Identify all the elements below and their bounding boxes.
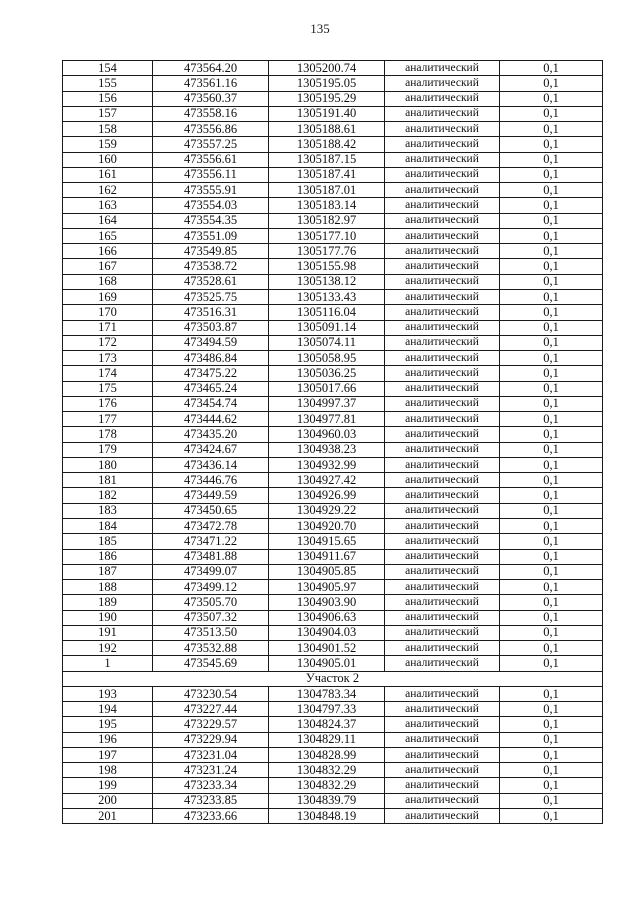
- point-number-cell: 176: [63, 396, 153, 411]
- accuracy-cell: 0,1: [500, 793, 603, 808]
- x-coordinate-cell: 473229.94: [153, 732, 269, 747]
- method-cell: аналитический: [385, 366, 500, 381]
- section-row: [63, 671, 603, 686]
- x-coordinate-cell: 473475.22: [153, 366, 269, 381]
- y-coordinate-cell: 1304915.65: [269, 534, 385, 549]
- point-number-cell: 192: [63, 641, 153, 656]
- point-number-cell: 182: [63, 488, 153, 503]
- table-row: [63, 778, 603, 793]
- y-coordinate-cell: 1305187.15: [269, 152, 385, 167]
- point-number-cell: 193: [63, 686, 153, 701]
- method-cell: аналитический: [385, 732, 500, 747]
- point-number-cell: 162: [63, 183, 153, 198]
- x-coordinate-cell: 473554.03: [153, 198, 269, 213]
- point-number-cell: 190: [63, 610, 153, 625]
- table-row: [63, 625, 603, 640]
- x-coordinate-cell: 473481.88: [153, 549, 269, 564]
- table-row: [63, 122, 603, 137]
- method-cell: аналитический: [385, 503, 500, 518]
- y-coordinate-cell: 1305195.29: [269, 91, 385, 106]
- accuracy-cell: 0,1: [500, 366, 603, 381]
- table-row: [63, 442, 603, 457]
- x-coordinate-cell: 473231.04: [153, 747, 269, 762]
- accuracy-cell: 0,1: [500, 549, 603, 564]
- point-number-cell: 158: [63, 122, 153, 137]
- x-coordinate-cell: 473551.09: [153, 228, 269, 243]
- x-coordinate-cell: 473556.86: [153, 122, 269, 137]
- x-coordinate-cell: 473486.84: [153, 351, 269, 366]
- section-label: Участок 2: [63, 671, 603, 686]
- accuracy-cell: 0,1: [500, 213, 603, 228]
- method-cell: аналитический: [385, 289, 500, 304]
- x-coordinate-cell: 473227.44: [153, 702, 269, 717]
- accuracy-cell: 0,1: [500, 610, 603, 625]
- x-coordinate-cell: 473525.75: [153, 289, 269, 304]
- method-cell: аналитический: [385, 274, 500, 289]
- method-cell: аналитический: [385, 106, 500, 121]
- table-row: [63, 76, 603, 91]
- method-cell: аналитический: [385, 473, 500, 488]
- table-row: [63, 564, 603, 579]
- y-coordinate-cell: 1305200.74: [269, 61, 385, 76]
- table-row: [63, 793, 603, 808]
- table-row: [63, 488, 603, 503]
- accuracy-cell: 0,1: [500, 534, 603, 549]
- method-cell: аналитический: [385, 702, 500, 717]
- point-number-cell: 1: [63, 656, 153, 671]
- point-number-cell: 169: [63, 289, 153, 304]
- coordinates-table: [62, 60, 603, 824]
- accuracy-cell: 0,1: [500, 518, 603, 533]
- table-row: [63, 213, 603, 228]
- accuracy-cell: 0,1: [500, 305, 603, 320]
- x-coordinate-cell: 473558.16: [153, 106, 269, 121]
- point-number-cell: 154: [63, 61, 153, 76]
- point-number-cell: 170: [63, 305, 153, 320]
- accuracy-cell: 0,1: [500, 320, 603, 335]
- y-coordinate-cell: 1305133.43: [269, 289, 385, 304]
- point-number-cell: 156: [63, 91, 153, 106]
- point-number-cell: 199: [63, 778, 153, 793]
- y-coordinate-cell: 1304997.37: [269, 396, 385, 411]
- method-cell: аналитический: [385, 335, 500, 350]
- table-row: [63, 305, 603, 320]
- table-row: [63, 580, 603, 595]
- y-coordinate-cell: 1304905.85: [269, 564, 385, 579]
- table-row: [63, 320, 603, 335]
- point-number-cell: 164: [63, 213, 153, 228]
- accuracy-cell: 0,1: [500, 396, 603, 411]
- y-coordinate-cell: 1304911.67: [269, 549, 385, 564]
- table-row: [63, 457, 603, 472]
- accuracy-cell: 0,1: [500, 183, 603, 198]
- x-coordinate-cell: 473560.37: [153, 91, 269, 106]
- method-cell: аналитический: [385, 625, 500, 640]
- point-number-cell: 175: [63, 381, 153, 396]
- y-coordinate-cell: 1304960.03: [269, 427, 385, 442]
- table-row: [63, 244, 603, 259]
- y-coordinate-cell: 1304904.03: [269, 625, 385, 640]
- point-number-cell: 180: [63, 457, 153, 472]
- table-row: [63, 473, 603, 488]
- y-coordinate-cell: 1304824.37: [269, 717, 385, 732]
- accuracy-cell: 0,1: [500, 427, 603, 442]
- table-row: [63, 137, 603, 152]
- point-number-cell: 163: [63, 198, 153, 213]
- accuracy-cell: 0,1: [500, 167, 603, 182]
- x-coordinate-cell: 473454.74: [153, 396, 269, 411]
- method-cell: аналитический: [385, 809, 500, 824]
- y-coordinate-cell: 1305116.04: [269, 305, 385, 320]
- method-cell: аналитический: [385, 244, 500, 259]
- y-coordinate-cell: 1304927.42: [269, 473, 385, 488]
- x-coordinate-cell: 473507.32: [153, 610, 269, 625]
- method-cell: аналитический: [385, 122, 500, 137]
- x-coordinate-cell: 473435.20: [153, 427, 269, 442]
- accuracy-cell: 0,1: [500, 381, 603, 396]
- x-coordinate-cell: 473561.16: [153, 76, 269, 91]
- y-coordinate-cell: 1304783.34: [269, 686, 385, 701]
- method-cell: аналитический: [385, 167, 500, 182]
- point-number-cell: 172: [63, 335, 153, 350]
- accuracy-cell: 0,1: [500, 641, 603, 656]
- accuracy-cell: 0,1: [500, 106, 603, 121]
- method-cell: аналитический: [385, 717, 500, 732]
- method-cell: аналитический: [385, 686, 500, 701]
- accuracy-cell: 0,1: [500, 259, 603, 274]
- method-cell: аналитический: [385, 183, 500, 198]
- method-cell: аналитический: [385, 381, 500, 396]
- point-number-cell: 189: [63, 595, 153, 610]
- table-row: [63, 503, 603, 518]
- method-cell: аналитический: [385, 396, 500, 411]
- accuracy-cell: 0,1: [500, 152, 603, 167]
- point-number-cell: 195: [63, 717, 153, 732]
- method-cell: аналитический: [385, 213, 500, 228]
- point-number-cell: 181: [63, 473, 153, 488]
- table-row: [63, 381, 603, 396]
- accuracy-cell: 0,1: [500, 198, 603, 213]
- point-number-cell: 197: [63, 747, 153, 762]
- table-row: [63, 259, 603, 274]
- y-coordinate-cell: 1304926.99: [269, 488, 385, 503]
- y-coordinate-cell: 1304903.90: [269, 595, 385, 610]
- y-coordinate-cell: 1304832.29: [269, 763, 385, 778]
- y-coordinate-cell: 1304938.23: [269, 442, 385, 457]
- method-cell: аналитический: [385, 91, 500, 106]
- method-cell: аналитический: [385, 610, 500, 625]
- x-coordinate-cell: 473556.61: [153, 152, 269, 167]
- x-coordinate-cell: 473471.22: [153, 534, 269, 549]
- point-number-cell: 173: [63, 351, 153, 366]
- point-number-cell: 159: [63, 137, 153, 152]
- point-number-cell: 161: [63, 167, 153, 182]
- point-number-cell: 171: [63, 320, 153, 335]
- x-coordinate-cell: 473436.14: [153, 457, 269, 472]
- accuracy-cell: 0,1: [500, 717, 603, 732]
- point-number-cell: 174: [63, 366, 153, 381]
- point-number-cell: 187: [63, 564, 153, 579]
- y-coordinate-cell: 1305187.41: [269, 167, 385, 182]
- accuracy-cell: 0,1: [500, 732, 603, 747]
- table-row: [63, 641, 603, 656]
- method-cell: аналитический: [385, 259, 500, 274]
- y-coordinate-cell: 1305177.10: [269, 228, 385, 243]
- y-coordinate-cell: 1305091.14: [269, 320, 385, 335]
- table-row: [63, 534, 603, 549]
- table-row: [63, 702, 603, 717]
- point-number-cell: 167: [63, 259, 153, 274]
- method-cell: аналитический: [385, 580, 500, 595]
- x-coordinate-cell: 473505.70: [153, 595, 269, 610]
- x-coordinate-cell: 473545.69: [153, 656, 269, 671]
- point-number-cell: 178: [63, 427, 153, 442]
- method-cell: аналитический: [385, 320, 500, 335]
- method-cell: аналитический: [385, 76, 500, 91]
- y-coordinate-cell: 1305188.61: [269, 122, 385, 137]
- point-number-cell: 157: [63, 106, 153, 121]
- x-coordinate-cell: 473446.76: [153, 473, 269, 488]
- y-coordinate-cell: 1305195.05: [269, 76, 385, 91]
- method-cell: аналитический: [385, 488, 500, 503]
- x-coordinate-cell: 473472.78: [153, 518, 269, 533]
- accuracy-cell: 0,1: [500, 686, 603, 701]
- accuracy-cell: 0,1: [500, 702, 603, 717]
- table-row: [63, 198, 603, 213]
- method-cell: аналитический: [385, 198, 500, 213]
- point-number-cell: 166: [63, 244, 153, 259]
- x-coordinate-cell: 473555.91: [153, 183, 269, 198]
- x-coordinate-cell: 473233.85: [153, 793, 269, 808]
- x-coordinate-cell: 473231.24: [153, 763, 269, 778]
- y-coordinate-cell: 1305058.95: [269, 351, 385, 366]
- accuracy-cell: 0,1: [500, 595, 603, 610]
- table-row: [63, 595, 603, 610]
- x-coordinate-cell: 473229.57: [153, 717, 269, 732]
- x-coordinate-cell: 473556.11: [153, 167, 269, 182]
- accuracy-cell: 0,1: [500, 335, 603, 350]
- x-coordinate-cell: 473538.72: [153, 259, 269, 274]
- accuracy-cell: 0,1: [500, 457, 603, 472]
- method-cell: аналитический: [385, 305, 500, 320]
- point-number-cell: 183: [63, 503, 153, 518]
- table-row: [63, 412, 603, 427]
- x-coordinate-cell: 473528.61: [153, 274, 269, 289]
- accuracy-cell: 0,1: [500, 488, 603, 503]
- table-row: [63, 167, 603, 182]
- method-cell: аналитический: [385, 427, 500, 442]
- x-coordinate-cell: 473549.85: [153, 244, 269, 259]
- method-cell: аналитический: [385, 137, 500, 152]
- point-number-cell: 186: [63, 549, 153, 564]
- page-number: 135: [310, 21, 330, 36]
- method-cell: аналитический: [385, 457, 500, 472]
- method-cell: аналитический: [385, 793, 500, 808]
- point-number-cell: 198: [63, 763, 153, 778]
- y-coordinate-cell: 1304828.99: [269, 747, 385, 762]
- method-cell: аналитический: [385, 778, 500, 793]
- point-number-cell: 201: [63, 809, 153, 824]
- accuracy-cell: 0,1: [500, 274, 603, 289]
- table-row: [63, 763, 603, 778]
- x-coordinate-cell: 473516.31: [153, 305, 269, 320]
- table-row: [63, 106, 603, 121]
- method-cell: аналитический: [385, 656, 500, 671]
- y-coordinate-cell: 1304797.33: [269, 702, 385, 717]
- table-row: [63, 656, 603, 671]
- x-coordinate-cell: 473513.50: [153, 625, 269, 640]
- accuracy-cell: 0,1: [500, 228, 603, 243]
- y-coordinate-cell: 1304905.01: [269, 656, 385, 671]
- accuracy-cell: 0,1: [500, 763, 603, 778]
- table-row: [63, 809, 603, 824]
- point-number-cell: 185: [63, 534, 153, 549]
- y-coordinate-cell: 1304829.11: [269, 732, 385, 747]
- method-cell: аналитический: [385, 763, 500, 778]
- table-row: [63, 91, 603, 106]
- x-coordinate-cell: 473564.20: [153, 61, 269, 76]
- table-row: [63, 717, 603, 732]
- accuracy-cell: 0,1: [500, 137, 603, 152]
- method-cell: аналитический: [385, 747, 500, 762]
- accuracy-cell: 0,1: [500, 747, 603, 762]
- x-coordinate-cell: 473449.59: [153, 488, 269, 503]
- accuracy-cell: 0,1: [500, 91, 603, 106]
- accuracy-cell: 0,1: [500, 564, 603, 579]
- table-row: [63, 518, 603, 533]
- method-cell: аналитический: [385, 518, 500, 533]
- method-cell: аналитический: [385, 412, 500, 427]
- method-cell: аналитический: [385, 152, 500, 167]
- point-number-cell: 200: [63, 793, 153, 808]
- table-row: [63, 686, 603, 701]
- accuracy-cell: 0,1: [500, 580, 603, 595]
- method-cell: аналитический: [385, 228, 500, 243]
- x-coordinate-cell: 473554.35: [153, 213, 269, 228]
- y-coordinate-cell: 1305074.11: [269, 335, 385, 350]
- y-coordinate-cell: 1304905.97: [269, 580, 385, 595]
- point-number-cell: 165: [63, 228, 153, 243]
- x-coordinate-cell: 473494.59: [153, 335, 269, 350]
- method-cell: аналитический: [385, 442, 500, 457]
- table-row: [63, 427, 603, 442]
- table-row: [63, 747, 603, 762]
- x-coordinate-cell: 473465.24: [153, 381, 269, 396]
- table-row: [63, 274, 603, 289]
- point-number-cell: 177: [63, 412, 153, 427]
- y-coordinate-cell: 1304929.22: [269, 503, 385, 518]
- accuracy-cell: 0,1: [500, 778, 603, 793]
- x-coordinate-cell: 473499.07: [153, 564, 269, 579]
- point-number-cell: 155: [63, 76, 153, 91]
- accuracy-cell: 0,1: [500, 473, 603, 488]
- method-cell: аналитический: [385, 549, 500, 564]
- y-coordinate-cell: 1305188.42: [269, 137, 385, 152]
- table-row: [63, 289, 603, 304]
- x-coordinate-cell: 473503.87: [153, 320, 269, 335]
- accuracy-cell: 0,1: [500, 412, 603, 427]
- coordinates-table-body: [63, 61, 603, 824]
- method-cell: аналитический: [385, 641, 500, 656]
- table-row: [63, 549, 603, 564]
- point-number-cell: 191: [63, 625, 153, 640]
- y-coordinate-cell: 1304901.52: [269, 641, 385, 656]
- method-cell: аналитический: [385, 595, 500, 610]
- x-coordinate-cell: 473532.88: [153, 641, 269, 656]
- table-row: [63, 152, 603, 167]
- point-number-cell: 196: [63, 732, 153, 747]
- accuracy-cell: 0,1: [500, 244, 603, 259]
- accuracy-cell: 0,1: [500, 442, 603, 457]
- table-row: [63, 366, 603, 381]
- point-number-cell: 160: [63, 152, 153, 167]
- table-row: [63, 732, 603, 747]
- table-row: [63, 183, 603, 198]
- x-coordinate-cell: 473450.65: [153, 503, 269, 518]
- method-cell: аналитический: [385, 351, 500, 366]
- y-coordinate-cell: 1304832.29: [269, 778, 385, 793]
- y-coordinate-cell: 1305183.14: [269, 198, 385, 213]
- table-row: [63, 351, 603, 366]
- accuracy-cell: 0,1: [500, 351, 603, 366]
- y-coordinate-cell: 1304920.70: [269, 518, 385, 533]
- x-coordinate-cell: 473557.25: [153, 137, 269, 152]
- accuracy-cell: 0,1: [500, 503, 603, 518]
- accuracy-cell: 0,1: [500, 76, 603, 91]
- method-cell: аналитический: [385, 61, 500, 76]
- point-number-cell: 179: [63, 442, 153, 457]
- y-coordinate-cell: 1304906.63: [269, 610, 385, 625]
- y-coordinate-cell: 1305036.25: [269, 366, 385, 381]
- y-coordinate-cell: 1305017.66: [269, 381, 385, 396]
- x-coordinate-cell: 473499.12: [153, 580, 269, 595]
- point-number-cell: 184: [63, 518, 153, 533]
- x-coordinate-cell: 473424.67: [153, 442, 269, 457]
- table-row: [63, 61, 603, 76]
- table-row: [63, 396, 603, 411]
- table-row: [63, 335, 603, 350]
- table-row: [63, 228, 603, 243]
- point-number-cell: 168: [63, 274, 153, 289]
- method-cell: аналитический: [385, 564, 500, 579]
- y-coordinate-cell: 1304848.19: [269, 809, 385, 824]
- y-coordinate-cell: 1305191.40: [269, 106, 385, 121]
- y-coordinate-cell: 1305177.76: [269, 244, 385, 259]
- x-coordinate-cell: 473444.62: [153, 412, 269, 427]
- accuracy-cell: 0,1: [500, 809, 603, 824]
- accuracy-cell: 0,1: [500, 122, 603, 137]
- y-coordinate-cell: 1305182.97: [269, 213, 385, 228]
- accuracy-cell: 0,1: [500, 625, 603, 640]
- point-number-cell: 194: [63, 702, 153, 717]
- table-row: [63, 610, 603, 625]
- y-coordinate-cell: 1304932.99: [269, 457, 385, 472]
- accuracy-cell: 0,1: [500, 61, 603, 76]
- method-cell: аналитический: [385, 534, 500, 549]
- point-number-cell: 188: [63, 580, 153, 595]
- y-coordinate-cell: 1304977.81: [269, 412, 385, 427]
- x-coordinate-cell: 473233.34: [153, 778, 269, 793]
- accuracy-cell: 0,1: [500, 289, 603, 304]
- x-coordinate-cell: 473233.66: [153, 809, 269, 824]
- y-coordinate-cell: 1305138.12: [269, 274, 385, 289]
- x-coordinate-cell: 473230.54: [153, 686, 269, 701]
- y-coordinate-cell: 1305155.98: [269, 259, 385, 274]
- y-coordinate-cell: 1304839.79: [269, 793, 385, 808]
- accuracy-cell: 0,1: [500, 656, 603, 671]
- y-coordinate-cell: 1305187.01: [269, 183, 385, 198]
